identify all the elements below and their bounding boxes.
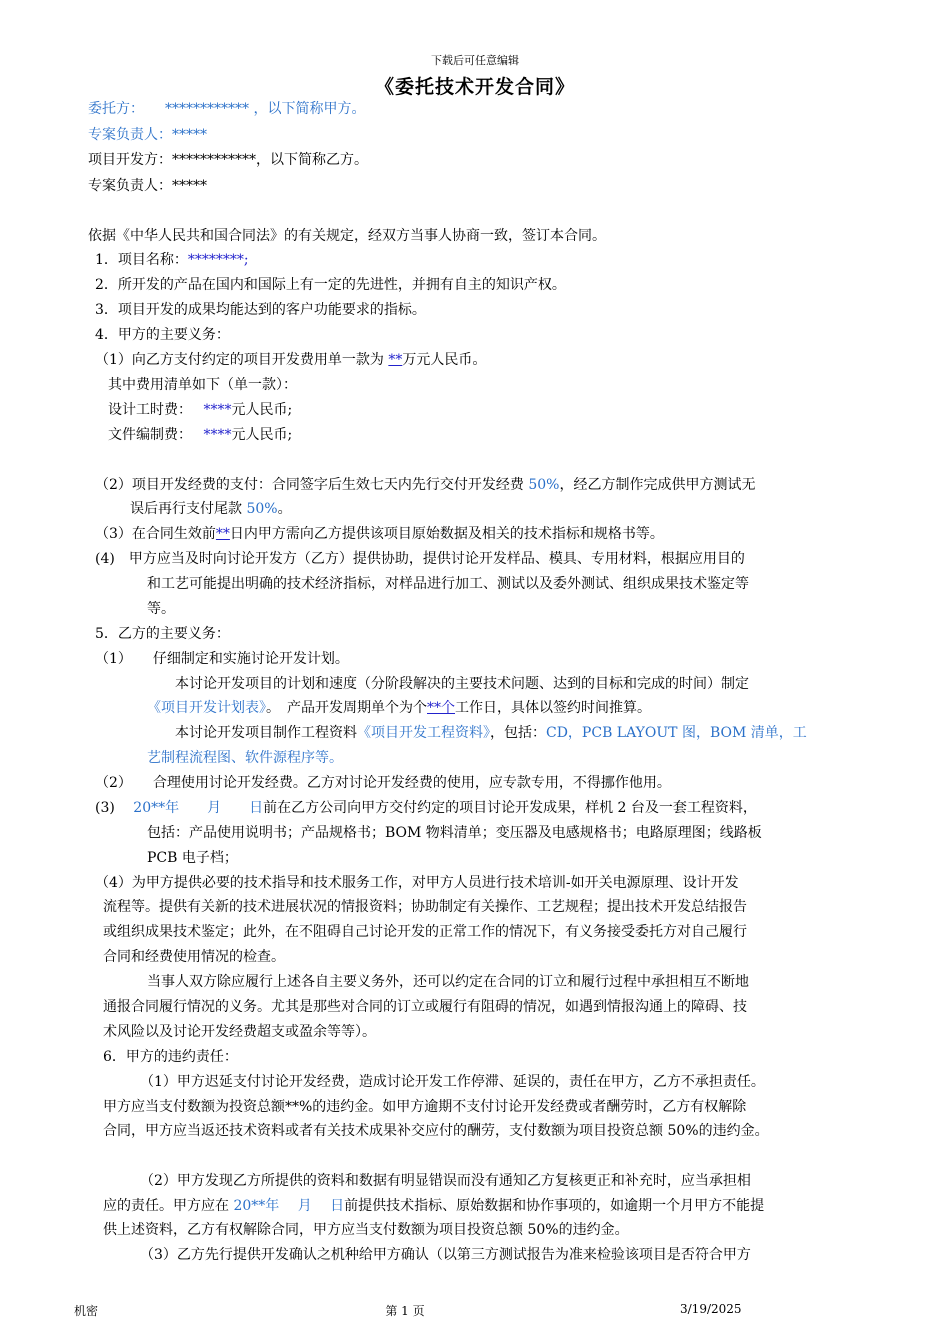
text-run: 供上述资料，乙方有权解除合同，甲方应当支付数额为项目投资总额 50%的违约金。	[103, 1222, 629, 1238]
text-line	[140, 1073, 765, 1091]
text-line	[95, 276, 566, 294]
text-run: 艺制程流程图、软件源程序等。	[147, 750, 343, 766]
text-line	[103, 1122, 769, 1140]
text-run: 《项目开发计划表》	[147, 700, 266, 716]
text-line	[108, 426, 292, 444]
text-run: **	[215, 526, 230, 542]
text-line	[95, 251, 249, 269]
text-line	[95, 525, 664, 543]
text-line	[95, 799, 757, 817]
text-line	[147, 824, 762, 842]
text-run: 万元人民币。	[402, 352, 487, 368]
text-line	[175, 724, 807, 742]
text-run: 4．甲方的主要义务：	[95, 327, 230, 343]
text-run: 等。	[147, 601, 175, 617]
text-line	[95, 650, 349, 668]
text-run: （4）为甲方提供必要的技术指导和技术服务工作，对甲方人员进行技术培训-如开关电源原理、设计开发	[95, 875, 739, 891]
text-run: 应的责任。甲方应在	[103, 1198, 234, 1214]
text-run: 流程等。提供有关新的技术进展状况的情报资料；协助制定有关操作、工艺规程；提出技术开发总结报告	[103, 899, 747, 915]
text-run: （1）甲方迟延支付讨论开发经费，造成讨论开发工作停滞、延误的，责任在甲方，乙方不承担责任。	[140, 1074, 765, 1090]
text-run: 3．项目开发的成果均能达到的客户功能要求的指标。	[95, 302, 426, 318]
text-run: 专案负责人：*****	[88, 178, 207, 194]
text-run: 和工艺可能提出明确的技术经济指标，对样品进行加工、测试以及委外测试、组织成果技术鉴定等	[147, 576, 749, 592]
text-run: 委托方：	[88, 101, 165, 117]
text-line	[108, 376, 297, 394]
text-run: (3)	[95, 800, 134, 816]
text-line	[88, 126, 207, 144]
text-line	[147, 849, 238, 867]
text-run: **	[388, 352, 403, 368]
text-run: 。 产品开发周期单个为个	[266, 700, 427, 716]
text-line	[95, 326, 230, 344]
text-line	[103, 1048, 238, 1066]
text-line	[103, 948, 285, 966]
text-run: （3）在合同生效前	[95, 526, 216, 542]
text-run: ，包括：	[490, 725, 546, 741]
text-run: 。	[277, 501, 292, 517]
text-line	[103, 1197, 764, 1215]
text-line	[140, 1172, 751, 1190]
footer-page-number: 第 1 页	[385, 1304, 425, 1318]
text-line	[147, 600, 175, 618]
text-run: 其中费用清单如下（单一款）：	[108, 377, 297, 393]
text-line	[88, 151, 368, 169]
text-line	[95, 774, 671, 792]
text-run: 20**年 月 日	[133, 800, 264, 816]
text-line	[95, 351, 486, 369]
text-run: 项目开发方：************，以下简称乙方。	[88, 152, 368, 168]
text-run: 甲方应当支付数额为投资总额**%的违约金。如甲方逾期不支付讨论开发经费或者酬劳时，乙方有权解除	[103, 1099, 747, 1115]
text-run: （3）乙方先行提供开发确认之机种给甲方确认（以第三方测试报告为准来检验该项目是否符合甲方	[140, 1247, 751, 1263]
text-line	[175, 675, 749, 693]
document-title: 《委托技术开发合同》	[374, 76, 575, 98]
text-run: ****	[203, 402, 232, 418]
text-run: 文件编制费：	[108, 427, 204, 443]
text-run: ，经乙方制作完成供甲方测试无	[559, 477, 756, 493]
text-run: 5．乙方的主要义务：	[95, 626, 230, 642]
text-run: （2） 合理使用讨论开发经费。乙方对讨论开发经费的使用，应专款专用，不得挪作他用。	[95, 775, 671, 791]
text-line	[88, 227, 606, 245]
text-run: 1．项目名称：	[95, 252, 188, 268]
text-run: （1） 仔细制定和实施讨论开发计划。	[95, 651, 349, 667]
text-line	[88, 100, 365, 118]
text-line	[103, 1098, 746, 1116]
text-run: 工作日，具体以签约时间推算。	[455, 700, 651, 716]
text-run: **个	[427, 700, 455, 716]
text-line	[140, 1246, 751, 1264]
text-run: 2．所开发的产品在国内和国际上有一定的先进性，并拥有自主的知识产权。	[95, 277, 566, 293]
text-run: 依据《中华人民共和国合同法》的有关规定，经双方当事人协商一致，签订本合同。	[88, 228, 606, 244]
header-note: 下载后可任意编辑	[431, 54, 519, 67]
text-run: 6．甲方的违约责任：	[103, 1049, 238, 1065]
text-line	[103, 1221, 629, 1239]
text-run: （1）向乙方支付约定的项目开发费用单一款为	[95, 352, 389, 368]
text-run: PCB 电子档；	[147, 850, 238, 866]
text-run: 元人民币;	[231, 402, 293, 418]
text-line	[103, 898, 747, 916]
text-run: (4) 甲方应当及时向讨论开发方（乙方）提供协助，提供讨论开发样品、模具、专用材料，根据应用目的	[95, 551, 745, 567]
text-run: 前在乙方公司向甲方交付约定的项目讨论开发成果，样机 2 台及一套工程资料，	[263, 800, 757, 816]
text-run: 合同和经费使用情况的检查。	[103, 949, 285, 965]
text-run: 本讨论开发项目制作工程资料	[175, 725, 357, 741]
text-run: 专案负责人：*****	[88, 127, 207, 143]
text-line	[130, 500, 292, 518]
text-run: 或组织成果技术鉴定；此外，在不阻碍自己讨论开发的正常工作的情况下，有义务接受委托方对自己履行	[103, 924, 747, 940]
footer-confidential: 机密	[74, 1304, 99, 1318]
text-run: 日内甲方需向乙方提供该项目原始数据及相关的技术指标和规格书等。	[229, 526, 664, 542]
text-line	[95, 301, 426, 319]
text-run: （2）项目开发经费的支付：合同签字后生效七天内先行交付开发经费	[95, 477, 529, 493]
footer-date: 3/19/2025	[680, 1302, 742, 1316]
text-line	[95, 625, 230, 643]
text-run: 《项目开发工程资料》	[357, 725, 490, 741]
text-run: 50%	[246, 501, 278, 517]
text-line	[103, 998, 747, 1016]
text-run: 设计工时费：	[108, 402, 204, 418]
text-run: 通报合同履行情况的义务。尤其是那些对合同的订立或履行有阻碍的情况，如遇到情报沟通上的障碍、技	[103, 999, 747, 1015]
text-run: 50%	[528, 477, 560, 493]
text-line	[103, 1023, 376, 1041]
text-run: 前提供技术指标、原始数据和协作事项的，如逾期一个月甲方不能提	[344, 1198, 765, 1214]
text-line	[147, 973, 749, 991]
text-line	[147, 749, 343, 767]
text-line	[108, 401, 292, 419]
text-line	[88, 177, 207, 195]
text-run: 包括：产品使用说明书；产品规格书；BOM 物料清单；变压器及电感规格书；电路原理图；线路板	[147, 825, 762, 841]
text-line	[95, 476, 755, 494]
text-run: ************ ，以下简称甲方。	[165, 101, 366, 117]
text-run: 元人民币;	[231, 427, 293, 443]
text-line	[147, 575, 749, 593]
text-run: CD，PCB LAYOUT 图，BOM 清单，工	[546, 725, 807, 741]
text-line	[103, 923, 747, 941]
text-run: ****	[203, 427, 232, 443]
text-line	[95, 550, 745, 568]
text-run: 本讨论开发项目的计划和速度（分阶段解决的主要技术问题、达到的目标和完成的时间）制定	[175, 676, 749, 692]
text-run: 误后再行支付尾款	[130, 501, 247, 517]
text-run: 术风险以及讨论开发经费超支或盈余等等）。	[103, 1024, 376, 1040]
text-line	[147, 699, 651, 717]
text-run: 20**年 月 日	[233, 1198, 345, 1214]
text-run: 当事人双方除应履行上述各自主要义务外，还可以约定在合同的订立和履行过程中承担相互不断地	[147, 974, 749, 990]
text-run: ********;	[187, 252, 249, 268]
text-run: 合同，甲方应当返还技术资料或者有关技术成果补交应付的酬劳，支付数额为项目投资总额 50%的违约金。	[103, 1123, 769, 1139]
text-line	[95, 874, 739, 892]
text-run: （2）甲方发现乙方所提供的资料和数据有明显错误而没有通知乙方复核更正和补充时，应当承担相	[140, 1173, 751, 1189]
